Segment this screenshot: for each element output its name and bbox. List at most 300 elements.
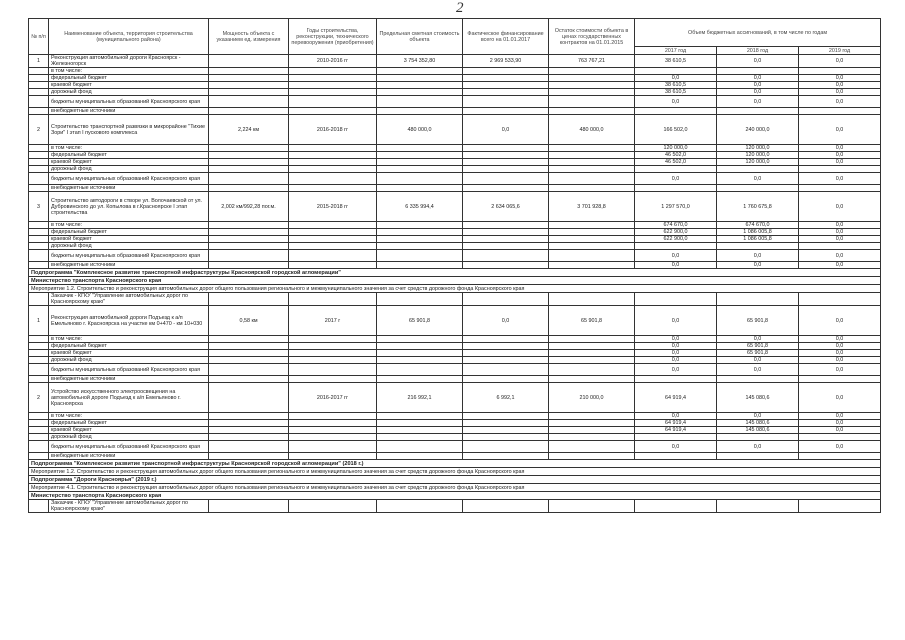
- year-2-value: 0,0: [717, 89, 799, 96]
- capacity: 2,002 км/992,28 пог.м.: [209, 192, 289, 222]
- year-3-value: 0,0: [799, 96, 881, 108]
- empty-cell: [463, 500, 549, 513]
- empty-cell: [377, 152, 463, 159]
- estimated-cost: 480 000,0: [377, 115, 463, 145]
- year-3-value: 0,0: [799, 420, 881, 427]
- estimated-cost: 216 992,1: [377, 383, 463, 413]
- year-3-value: 0,0: [799, 75, 881, 82]
- row-number: [29, 145, 49, 152]
- row-number: [29, 500, 49, 513]
- year-2-value: [717, 376, 799, 383]
- empty-cell: [463, 250, 549, 262]
- row-number: [29, 185, 49, 192]
- year-1-value: 166 502,0: [635, 115, 717, 145]
- header-num: № п/п: [29, 19, 49, 55]
- empty-cell: [549, 159, 635, 166]
- year-2-value: 120 000,0: [717, 159, 799, 166]
- table-row: [29, 159, 881, 166]
- empty-cell: [549, 108, 635, 115]
- empty-cell: [549, 413, 635, 420]
- header-capacity: Мощность объекта с указанием ед. измерения: [209, 19, 289, 55]
- empty-cell: [549, 500, 635, 513]
- year-2-value: 0,0: [717, 441, 799, 453]
- year-2-value: 0,0: [717, 336, 799, 343]
- empty-cell: [209, 434, 289, 441]
- funding-source: федеральный бюджет: [49, 420, 209, 427]
- row-number: [29, 229, 49, 236]
- object-name: Реконструкция автомобильной дороги Красноярск - Железногорск: [49, 55, 209, 68]
- table-row: [29, 413, 881, 420]
- empty-cell: [377, 173, 463, 185]
- table-row: [29, 420, 881, 427]
- period: 2015-2018 гг: [289, 192, 377, 222]
- funding-source: краевой бюджет: [49, 350, 209, 357]
- funding-source: бюджеты муниципальных образований Красноярского края: [49, 96, 209, 108]
- empty-cell: [463, 441, 549, 453]
- year-2-value: 1 086 005,8: [717, 236, 799, 243]
- empty-cell: [289, 427, 377, 434]
- investment-table: [28, 18, 881, 513]
- empty-cell: [549, 262, 635, 269]
- empty-cell: [463, 413, 549, 420]
- funding-source: бюджеты муниципальных образований Красноярского края: [49, 441, 209, 453]
- table-row: [29, 350, 881, 357]
- table-row: [29, 96, 881, 108]
- funding-source: Заказчик - КГКУ "Управление автомобильных дорог по Красноярскому краю": [49, 293, 209, 306]
- row-number: [29, 75, 49, 82]
- year-1-value: 120 000,0: [635, 145, 717, 152]
- empty-cell: [377, 427, 463, 434]
- row-number: 1: [29, 55, 49, 68]
- row-number: 3: [29, 192, 49, 222]
- section-heading: Подпрограмма "Дороги Красноярья" (2019 г.): [29, 476, 881, 484]
- empty-cell: [377, 364, 463, 376]
- table-row: [29, 434, 881, 441]
- year-1-value: 622 900,0: [635, 236, 717, 243]
- year-3-value: 0,0: [799, 173, 881, 185]
- table-row: [29, 115, 881, 145]
- year-3-value: 0,0: [799, 357, 881, 364]
- table-row: [29, 192, 881, 222]
- empty-cell: [289, 434, 377, 441]
- year-1-value: 46 502,0: [635, 152, 717, 159]
- row-number: [29, 152, 49, 159]
- empty-cell: [209, 376, 289, 383]
- year-1-value: 46 502,0: [635, 159, 717, 166]
- year-2-value: 0,0: [717, 357, 799, 364]
- capacity: [209, 55, 289, 68]
- row-number: [29, 376, 49, 383]
- empty-cell: [549, 336, 635, 343]
- year-2-value: 145 080,6: [717, 427, 799, 434]
- row-number: [29, 357, 49, 364]
- year-2-value: [717, 293, 799, 306]
- empty-cell: [377, 229, 463, 236]
- year-1-value: 0,0: [635, 75, 717, 82]
- empty-cell: [377, 89, 463, 96]
- empty-cell: [377, 293, 463, 306]
- empty-cell: [289, 500, 377, 513]
- section-heading: Министерство транспорта Красноярского края: [29, 492, 881, 500]
- empty-cell: [549, 75, 635, 82]
- year-2-value: 65 901,8: [717, 306, 799, 336]
- row-number: 2: [29, 115, 49, 145]
- empty-cell: [463, 357, 549, 364]
- funding-source: внебюджетные источники: [49, 185, 209, 192]
- year-3-value: [799, 108, 881, 115]
- empty-cell: [209, 243, 289, 250]
- capacity: 2,224 км: [209, 115, 289, 145]
- empty-cell: [549, 185, 635, 192]
- year-2-value: 0,0: [717, 262, 799, 269]
- year-3-value: 0,0: [799, 236, 881, 243]
- table-row: [29, 75, 881, 82]
- empty-cell: [549, 229, 635, 236]
- row-number: [29, 262, 49, 269]
- empty-cell: [209, 364, 289, 376]
- empty-cell: [549, 96, 635, 108]
- year-1-value: 674 670,0: [635, 222, 717, 229]
- year-2-value: 120 000,0: [717, 145, 799, 152]
- year-2-value: [717, 166, 799, 173]
- year-1-value: [635, 166, 717, 173]
- empty-cell: [463, 222, 549, 229]
- estimated-cost: 65 901,8: [377, 306, 463, 336]
- year-3-value: 0,0: [799, 222, 881, 229]
- row-number: [29, 350, 49, 357]
- year-2-value: 0,0: [717, 75, 799, 82]
- year-1-value: [635, 293, 717, 306]
- row-number: [29, 243, 49, 250]
- estimated-cost: 3 754 352,80: [377, 55, 463, 68]
- year-3-value: 0,0: [799, 343, 881, 350]
- year-1-value: 64 919,4: [635, 383, 717, 413]
- table-row: [29, 441, 881, 453]
- capacity: 0,58 км: [209, 306, 289, 336]
- year-2-value: 1 760 675,8: [717, 192, 799, 222]
- year-3-value: 0,0: [799, 336, 881, 343]
- funding-source: краевой бюджет: [49, 82, 209, 89]
- funding-source: внебюджетные источники: [49, 376, 209, 383]
- activity-note: Мероприятие 4.1. Строительство и реконструкция автомобильных дорог общего пользования регионального и межмуниципального значения за счет средств дорожного фонда Красноярского края: [29, 484, 881, 492]
- year-3-value: 0,0: [799, 306, 881, 336]
- table-row: [29, 383, 881, 413]
- year-3-value: 0,0: [799, 152, 881, 159]
- empty-cell: [463, 293, 549, 306]
- header-year-1: 2017 год: [635, 47, 717, 55]
- year-2-value: 0,0: [717, 82, 799, 89]
- empty-cell: [463, 243, 549, 250]
- funding-source: бюджеты муниципальных образований Красноярского края: [49, 250, 209, 262]
- table-row: [29, 492, 881, 500]
- empty-cell: [463, 376, 549, 383]
- empty-cell: [289, 222, 377, 229]
- empty-cell: [463, 427, 549, 434]
- empty-cell: [377, 108, 463, 115]
- header-estimated-cost: Предельная сметная стоимость объекта: [377, 19, 463, 55]
- empty-cell: [377, 96, 463, 108]
- header-actual-funding: Фактическое финансирование всего на 01.01.2017: [463, 19, 549, 55]
- table-row: [29, 306, 881, 336]
- funding-source: дорожный фонд: [49, 434, 209, 441]
- empty-cell: [377, 453, 463, 460]
- empty-cell: [377, 350, 463, 357]
- empty-cell: [209, 420, 289, 427]
- funding-source: федеральный бюджет: [49, 229, 209, 236]
- header-year-3: 2019 год: [799, 47, 881, 55]
- year-2-value: 120 000,0: [717, 152, 799, 159]
- row-number: [29, 434, 49, 441]
- table-row: [29, 236, 881, 243]
- year-2-value: 65 901,8: [717, 343, 799, 350]
- table-row: [29, 229, 881, 236]
- table-row: [29, 55, 881, 68]
- funding-source: в том числе:: [49, 222, 209, 229]
- empty-cell: [209, 453, 289, 460]
- year-3-value: 0,0: [799, 364, 881, 376]
- empty-cell: [549, 68, 635, 75]
- object-name: Устройство искусственного электроосвещения на автомобильной дороге Подъезд к а/п Емельяново г. Красноярска: [49, 383, 209, 413]
- row-number: [29, 89, 49, 96]
- year-3-value: 0,0: [799, 383, 881, 413]
- empty-cell: [377, 343, 463, 350]
- empty-cell: [549, 166, 635, 173]
- year-1-value: 0,0: [635, 413, 717, 420]
- empty-cell: [549, 236, 635, 243]
- empty-cell: [463, 364, 549, 376]
- period: 2017 г: [289, 306, 377, 336]
- empty-cell: [209, 108, 289, 115]
- empty-cell: [549, 357, 635, 364]
- year-2-value: 145 080,6: [717, 420, 799, 427]
- funding-source: дорожный фонд: [49, 89, 209, 96]
- year-2-value: 0,0: [717, 96, 799, 108]
- actual-funding: 0,0: [463, 115, 549, 145]
- empty-cell: [209, 427, 289, 434]
- year-2-value: 145 080,6: [717, 383, 799, 413]
- empty-cell: [549, 222, 635, 229]
- empty-cell: [377, 243, 463, 250]
- empty-cell: [289, 441, 377, 453]
- year-3-value: [799, 293, 881, 306]
- empty-cell: [463, 159, 549, 166]
- year-1-value: 0,0: [635, 96, 717, 108]
- row-number: [29, 222, 49, 229]
- empty-cell: [289, 357, 377, 364]
- empty-cell: [209, 250, 289, 262]
- empty-cell: [289, 82, 377, 89]
- year-1-value: 0,0: [635, 173, 717, 185]
- empty-cell: [463, 108, 549, 115]
- empty-cell: [289, 89, 377, 96]
- empty-cell: [289, 166, 377, 173]
- empty-cell: [209, 185, 289, 192]
- empty-cell: [463, 236, 549, 243]
- empty-cell: [549, 82, 635, 89]
- year-1-value: 0,0: [635, 250, 717, 262]
- year-2-value: [717, 500, 799, 513]
- empty-cell: [209, 413, 289, 420]
- empty-cell: [463, 89, 549, 96]
- empty-cell: [549, 250, 635, 262]
- empty-cell: [377, 68, 463, 75]
- empty-cell: [377, 336, 463, 343]
- empty-cell: [289, 145, 377, 152]
- year-2-value: 0,0: [717, 55, 799, 68]
- empty-cell: [289, 243, 377, 250]
- row-number: [29, 336, 49, 343]
- empty-cell: [209, 173, 289, 185]
- table-row: [29, 476, 881, 484]
- year-2-value: [717, 453, 799, 460]
- year-3-value: [799, 500, 881, 513]
- object-name: Строительство автодороги в створе ул. Волочаевской от ул. Дубровинского до ул. Копылова в г.Красноярске I этап строительства: [49, 192, 209, 222]
- empty-cell: [289, 236, 377, 243]
- empty-cell: [549, 243, 635, 250]
- empty-cell: [209, 262, 289, 269]
- table-row: [29, 460, 881, 468]
- empty-cell: [377, 357, 463, 364]
- row-number: [29, 364, 49, 376]
- empty-cell: [549, 350, 635, 357]
- empty-cell: [289, 75, 377, 82]
- year-3-value: [799, 185, 881, 192]
- empty-cell: [209, 500, 289, 513]
- year-2-value: [717, 108, 799, 115]
- table-row: [29, 468, 881, 476]
- empty-cell: [209, 336, 289, 343]
- table-row: [29, 89, 881, 96]
- empty-cell: [289, 364, 377, 376]
- actual-funding: 0,0: [463, 306, 549, 336]
- table-row: [29, 285, 881, 293]
- empty-cell: [549, 376, 635, 383]
- year-1-value: 64 919,4: [635, 420, 717, 427]
- empty-cell: [289, 250, 377, 262]
- empty-cell: [549, 145, 635, 152]
- empty-cell: [377, 441, 463, 453]
- table-row: [29, 243, 881, 250]
- year-3-value: 0,0: [799, 441, 881, 453]
- year-1-value: 38 610,5: [635, 55, 717, 68]
- row-number: [29, 250, 49, 262]
- empty-cell: [209, 166, 289, 173]
- empty-cell: [289, 108, 377, 115]
- empty-cell: [463, 336, 549, 343]
- funding-source: в том числе:: [49, 145, 209, 152]
- year-3-value: 0,0: [799, 350, 881, 357]
- empty-cell: [463, 350, 549, 357]
- year-1-value: 622 900,0: [635, 229, 717, 236]
- row-number: 2: [29, 383, 49, 413]
- row-number: [29, 108, 49, 115]
- year-3-value: [799, 453, 881, 460]
- empty-cell: [463, 420, 549, 427]
- year-1-value: 0,0: [635, 364, 717, 376]
- table-row: [29, 293, 881, 306]
- table-row: [29, 68, 881, 75]
- empty-cell: [377, 222, 463, 229]
- year-2-value: 240 000,0: [717, 115, 799, 145]
- empty-cell: [549, 173, 635, 185]
- empty-cell: [463, 152, 549, 159]
- header-name: Наименование объекта, территория строительства (муниципального района): [49, 19, 209, 55]
- empty-cell: [377, 185, 463, 192]
- empty-cell: [549, 420, 635, 427]
- empty-cell: [463, 229, 549, 236]
- header-year-2: 2018 год: [717, 47, 799, 55]
- empty-cell: [209, 152, 289, 159]
- section-heading: Министерство транспорта Красноярского края: [29, 277, 881, 285]
- empty-cell: [549, 293, 635, 306]
- funding-source: федеральный бюджет: [49, 75, 209, 82]
- empty-cell: [463, 145, 549, 152]
- page-number: 2: [456, 0, 464, 16]
- remaining-cost: 65 901,8: [549, 306, 635, 336]
- funding-source: бюджеты муниципальных образований Красноярского края: [49, 364, 209, 376]
- year-3-value: 0,0: [799, 89, 881, 96]
- object-name: Реконструкция автомобильной дороги Подъезд к а/п Емельяново г. Красноярска на участке км 0+470 - км 10+030: [49, 306, 209, 336]
- year-1-value: 1 297 570,0: [635, 192, 717, 222]
- table-row: [29, 185, 881, 192]
- empty-cell: [463, 453, 549, 460]
- period: 2010-2016 гг: [289, 55, 377, 68]
- year-2-value: 674 670,0: [717, 222, 799, 229]
- actual-funding: 2 634 065,6: [463, 192, 549, 222]
- row-number: [29, 441, 49, 453]
- year-1-value: [635, 500, 717, 513]
- empty-cell: [209, 222, 289, 229]
- year-2-value: 0,0: [717, 250, 799, 262]
- empty-cell: [209, 68, 289, 75]
- year-3-value: 0,0: [799, 82, 881, 89]
- year-3-value: 0,0: [799, 145, 881, 152]
- year-3-value: [799, 243, 881, 250]
- empty-cell: [377, 413, 463, 420]
- row-number: [29, 427, 49, 434]
- funding-source: в том числе:: [49, 68, 209, 75]
- year-3-value: [799, 434, 881, 441]
- row-number: [29, 453, 49, 460]
- year-1-value: 0,0: [635, 262, 717, 269]
- empty-cell: [209, 293, 289, 306]
- funding-source: дорожный фонд: [49, 357, 209, 364]
- period: 2016-2017 гг: [289, 383, 377, 413]
- table-row: [29, 427, 881, 434]
- empty-cell: [377, 250, 463, 262]
- year-1-value: [635, 453, 717, 460]
- funding-source: дорожный фонд: [49, 166, 209, 173]
- table-row: [29, 343, 881, 350]
- empty-cell: [289, 96, 377, 108]
- remaining-cost: 3 701 928,8: [549, 192, 635, 222]
- empty-cell: [377, 166, 463, 173]
- empty-cell: [289, 159, 377, 166]
- table-row: [29, 108, 881, 115]
- empty-cell: [289, 173, 377, 185]
- table-row: [29, 250, 881, 262]
- funding-source: краевой бюджет: [49, 236, 209, 243]
- year-1-value: 0,0: [635, 306, 717, 336]
- row-number: [29, 96, 49, 108]
- empty-cell: [377, 376, 463, 383]
- empty-cell: [289, 343, 377, 350]
- empty-cell: [289, 68, 377, 75]
- row-number: [29, 173, 49, 185]
- year-1-value: 64 919,4: [635, 427, 717, 434]
- year-3-value: 0,0: [799, 229, 881, 236]
- year-3-value: 0,0: [799, 192, 881, 222]
